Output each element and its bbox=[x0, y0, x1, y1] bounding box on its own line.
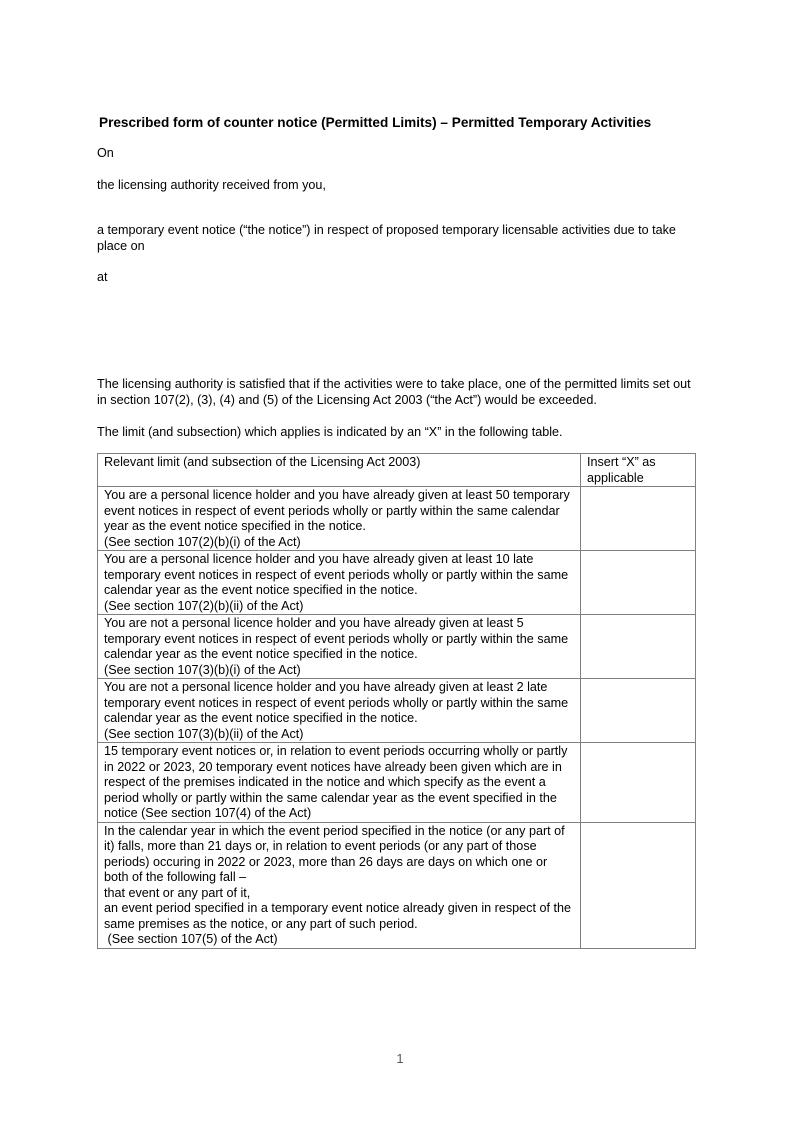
limit-subitem: that event or any part of it, bbox=[104, 885, 251, 900]
header-relevant-limit: Relevant limit (and subsection of the Licensing Act 2003) bbox=[98, 454, 581, 487]
header-insert-x: Insert “X” as applicable bbox=[581, 454, 696, 487]
mark-cell[interactable] bbox=[581, 679, 696, 743]
limit-description bbox=[98, 551, 581, 615]
mark-cell[interactable] bbox=[581, 551, 696, 615]
table-row bbox=[98, 551, 696, 615]
table-row bbox=[98, 615, 696, 679]
table-row bbox=[98, 487, 696, 551]
mark-cell[interactable] bbox=[581, 743, 696, 823]
page-number: 1 bbox=[396, 1052, 404, 1066]
notice-paragraph: a temporary event notice (“the notice”) in respect of proposed temporary licensable activities due to take place on bbox=[97, 223, 676, 253]
limit-text: You are a personal licence holder and you have already given at least 50 temporary event notices in respect of event periods wholly or partly within the same calendar year as the event notice specified in the notice. bbox=[104, 488, 570, 533]
table-row bbox=[98, 743, 696, 823]
limit-description bbox=[98, 822, 581, 948]
satisfied-paragraph: The licensing authority is satisfied that if the activities were to take place, one of the permitted limits set out in section 107(2), (3), (4) and (5) of the Licensing Act 2003 (“the Act”) would be exceeded. bbox=[97, 377, 691, 407]
limit-description bbox=[98, 487, 581, 551]
limit-text: You are not a personal licence holder and you have already given at least 5 temporary event notices in respect of event periods wholly or partly within the same calendar year as the event notice specified in the notice. bbox=[104, 616, 569, 661]
table-intro: The limit (and subsection) which applies is indicated by an “X” in the following table. bbox=[97, 425, 563, 439]
form-title: Prescribed form of counter notice (Permitted Limits) – Permitted Temporary Activities bbox=[99, 115, 652, 130]
limit-description bbox=[98, 743, 581, 823]
limit-description bbox=[98, 615, 581, 679]
limit-description bbox=[98, 679, 581, 743]
table-row bbox=[98, 679, 696, 743]
limit-text: 15 temporary event notices or, in relation to event periods occurring wholly or partly in 2022 or 2023, 20 temporary event notices have already been given which are in respect of the premises indicated in the notice and which specify as the event a period wholly or partly within the same calendar year as the event specified in the notice (See section 107(4) of the Act) bbox=[104, 744, 568, 820]
section-reference: (See section 107(2)(b)(i) of the Act) bbox=[104, 534, 301, 549]
mark-cell[interactable] bbox=[581, 615, 696, 679]
limit-text: You are a personal licence holder and you have already given at least 10 late temporary event notices in respect of event periods wholly or partly within the same calendar year as the event notice specified in the notice. bbox=[104, 552, 569, 597]
on-label: On bbox=[97, 146, 114, 160]
mark-cell[interactable] bbox=[581, 487, 696, 551]
section-reference: (See section 107(3)(b)(i) of the Act) bbox=[104, 662, 301, 677]
mark-cell[interactable] bbox=[581, 822, 696, 948]
table-header-row bbox=[98, 454, 696, 487]
table-row bbox=[98, 822, 696, 948]
limit-text: You are not a personal licence holder and you have already given at least 2 late temporary event notices in respect of event periods wholly or partly within the same calendar year as the event notice specified in the notice. bbox=[104, 680, 569, 725]
received-line: the licensing authority received from you, bbox=[97, 178, 326, 192]
limit-text: In the calendar year in which the event period specified in the notice (or any part of it) falls, more than 21 days or, in relation to event periods (or any part of those periods) occuring in 2022 or 2023, more than 26 days are days on which one or both of the following fall – bbox=[104, 823, 565, 884]
limit-subitem: an event period specified in a temporary event notice already given in respect of the same premises as the notice, or any part of such period. bbox=[104, 901, 571, 931]
section-reference: (See section 107(5) of the Act) bbox=[104, 932, 278, 946]
at-label: at bbox=[97, 270, 108, 284]
permitted-limits-table bbox=[97, 453, 696, 949]
section-reference: (See section 107(3)(b)(ii) of the Act) bbox=[104, 726, 304, 741]
section-reference: (See section 107(2)(b)(ii) of the Act) bbox=[104, 598, 304, 613]
